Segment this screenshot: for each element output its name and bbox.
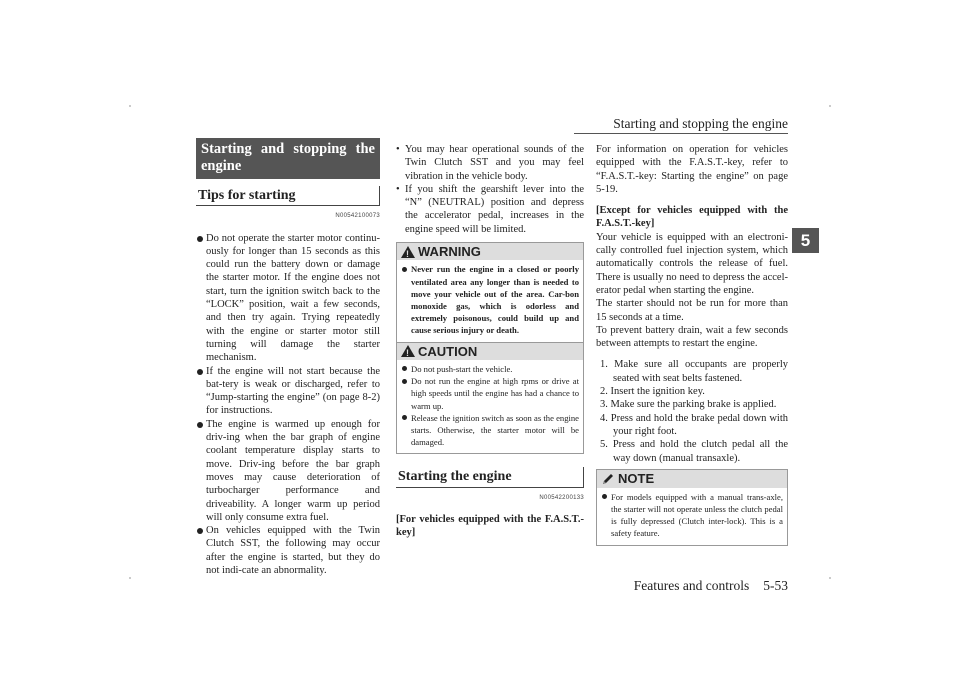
warning-box <box>396 242 584 343</box>
step-item: 5. Press and hold the clutch pedal all the way down (manual transaxle). <box>600 439 788 464</box>
page-number: 5-53 <box>763 578 788 593</box>
warning-item: Never run the engine in a closed or poorly ventilated area any longer than is needed to move your vehicle out of the area. Car-bon monoxide gas, which is odorless and extremely poisonous, could build up and cause serious injury or death. <box>401 263 579 336</box>
column-1 <box>196 138 380 577</box>
tip-item: The engine is warmed up enough for driv-ing when the bar graph of engine coolant temperature display starts to move. Driv-ing before the bar graph moves may cause deterioration of turbocharger performance and driveability. A longer warm up period will only consume extra fuel. <box>196 418 380 524</box>
column-3 <box>596 143 788 546</box>
running-header: Starting and stopping the engine <box>613 116 788 131</box>
caution-item: Do not push-start the vehicle. <box>401 363 579 375</box>
tip-item: Do not operate the starter motor continu-ously for longer than 15 seconds as this could run the battery down or damage the starter motor. If the engine does not start, turn the ignition switch back to the “LOCK” position, wait a few seconds, and then try again. Trying repeatedly with the engine or starter motor still turning will damage the starter mechanism. <box>196 232 380 365</box>
paragraph: The starter should not be run for more than 15 seconds at a time. <box>596 298 788 323</box>
step-item: 4. Press and hold the brake pedal down with your right foot. <box>600 412 788 437</box>
caution-item: Release the ignition switch as soon as the engine starts. Otherwise, the starter motor will be damaged. <box>401 412 579 449</box>
caution-list <box>401 363 579 448</box>
registration-mark <box>128 576 132 580</box>
note-list <box>601 491 783 540</box>
tips-list <box>196 232 380 578</box>
twin-clutch-item: • If you shift the gearshift lever into the “N” (NEUTRAL) position and depress the accelerator pedal, increases in the engine speed will be limited. <box>396 183 584 236</box>
tip-item: If the engine will not start because the bat-tery is weak or discharged, refer to “Jump-starting the engine” (on page 8-2) for instructions. <box>196 365 380 418</box>
twin-clutch-list <box>396 143 584 236</box>
caution-label: CAUTION <box>418 343 478 359</box>
header-rule <box>574 133 788 134</box>
note-item: For models equipped with a manual trans-axle, the starter will not operate unless the clutch pedal is fully depressed (Clutch inter-lock). This is a safety feature. <box>601 491 783 540</box>
step-item: 3. Make sure the parking brake is applied. <box>600 399 777 411</box>
registration-mark <box>828 104 832 108</box>
chapter-tab: 5 <box>792 228 819 253</box>
caution-box <box>396 343 584 455</box>
note-header <box>597 470 787 488</box>
registration-mark <box>128 104 132 108</box>
step-item: 2. Insert the ignition key. <box>600 386 705 398</box>
tip-item: On vehicles equipped with the Twin Clutch SST, the following may occur after the engine is started, but they do not indi-cate an abnormality. <box>196 524 380 577</box>
twin-clutch-item: • You may hear operational sounds of the Twin Clutch SST and you may feel vibration in the vehicle body. <box>396 143 584 183</box>
warning-label: WARNING <box>418 244 481 260</box>
pencil-icon <box>601 472 615 486</box>
caution-header <box>397 343 583 360</box>
bracket-heading-fast-key: [For vehicles equipped with the F.A.S.T.-key] <box>396 513 584 539</box>
start-steps <box>596 358 788 464</box>
warning-icon <box>401 246 415 258</box>
paragraph: To prevent battery drain, wait a few seconds between attempts to restart the engine. <box>596 324 788 350</box>
caution-icon <box>401 345 415 357</box>
registration-mark <box>828 576 832 580</box>
subsection-title-starting: Starting the engine <box>396 467 584 487</box>
fast-key-reference: For information on operation for vehicles equipped with the F.A.S.T.-key, refer to “F.A.S.T.-key: Starting the engine” on page 5-19. <box>596 144 788 195</box>
column-2 <box>396 143 584 540</box>
page-footer <box>634 578 788 594</box>
bracket-heading-except-fast-key: [Except for vehicles equipped with the F.A.S.T.-key] <box>596 205 788 230</box>
paragraph: Your vehicle is equipped with an electroni-cally controlled fuel injection system, which automatically controls the release of fuel. There is usually no need to depress the accel-erator pedal when starting the engine. <box>596 231 788 296</box>
warning-header <box>397 243 583 260</box>
section-title: Starting and stopping the engine <box>196 138 380 179</box>
footer-section: Features and controls <box>633 578 750 593</box>
note-box <box>596 469 788 546</box>
doc-code: N00542100073 <box>335 213 380 220</box>
caution-item: Do not run the engine at high rpms or drive at high speeds until the engine has had a chance to warm up. <box>401 375 579 412</box>
subsection-title-tips: Tips for starting <box>196 186 380 206</box>
doc-code: N00542200133 <box>539 494 584 501</box>
warning-list <box>401 263 579 336</box>
step-item: 1. Make sure all occupants are properly seated with seat belts fastened. <box>600 359 788 384</box>
note-label: NOTE <box>618 471 655 487</box>
